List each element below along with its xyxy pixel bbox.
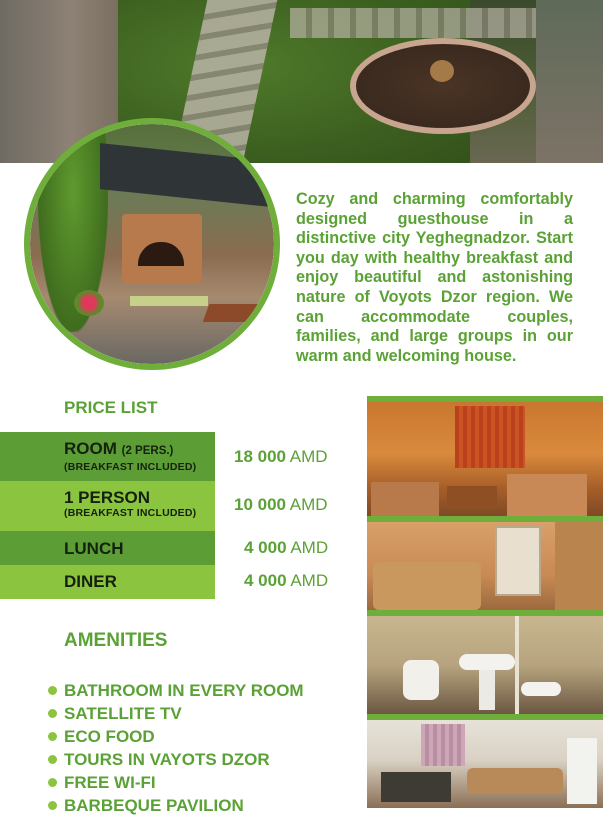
bullet-icon [48, 755, 57, 764]
bedroom-photo [367, 402, 603, 516]
sink [459, 654, 515, 670]
currency: AMD [290, 571, 329, 590]
kitchen-table [381, 772, 451, 802]
item-name: 1 PERSON [64, 488, 150, 507]
price-lunch [244, 538, 328, 558]
bullet-icon [48, 686, 57, 695]
flower-bed [350, 38, 536, 134]
nightstand [447, 486, 497, 508]
price-1-person [234, 495, 328, 515]
bullet-icon [48, 801, 57, 810]
item-name: LUNCH [64, 539, 124, 558]
bed [373, 562, 481, 610]
item-name: DINER [64, 572, 117, 591]
window [421, 724, 465, 766]
amenity-item [48, 748, 304, 771]
pavilion-table [130, 296, 208, 306]
amenity-item [48, 679, 304, 702]
toilet [403, 660, 439, 700]
amenity-label: TOURS IN VAYOTS DZOR [64, 750, 270, 769]
amenity-label: ECO FOOD [64, 727, 155, 746]
sink-pedestal [479, 670, 495, 710]
amenity-item [48, 794, 304, 817]
intro-paragraph: Cozy and charming comfortably designed guesthouse in a distinctive city Yeghegnadzor. Start you day with healthy breakfast and enjoy beautiful and astonishing nature of Voyots Dzor region. We can accommodate couples, families, and large groups in our warm and welcoming house. [296, 190, 573, 365]
price-value: 4 000 [244, 571, 287, 590]
bed [371, 482, 439, 516]
price-row-lunch [0, 531, 215, 565]
currency: AMD [289, 447, 328, 466]
amenity-item [48, 725, 304, 748]
garden-edge [536, 0, 603, 163]
currency: AMD [290, 538, 329, 557]
kitchen-photo [367, 720, 603, 808]
price-list-title: PRICE LIST [64, 398, 158, 417]
door [495, 526, 541, 596]
amenity-item [48, 771, 304, 794]
item-subtitle: (BREAKFAST INCLUDED) [64, 461, 197, 473]
amenities-title: AMENITIES [64, 630, 168, 651]
item-name: ROOM [64, 439, 117, 458]
price-row-diner [0, 565, 215, 599]
red-flowers [74, 290, 104, 316]
item-subtitle: (BREAKFAST INCLUDED) [64, 507, 197, 519]
price-value: 10 000 [234, 495, 286, 514]
photo-split [515, 616, 519, 714]
price-room [234, 447, 328, 467]
amenity-label: BARBEQUE PAVILION [64, 796, 244, 815]
sink [521, 682, 561, 696]
amenities-list [48, 679, 304, 817]
price-value: 4 000 [244, 538, 287, 557]
fridge [567, 738, 597, 804]
currency: AMD [289, 495, 328, 514]
amenity-item [48, 702, 304, 725]
room-photos [367, 396, 603, 808]
sofa [467, 768, 563, 794]
item-note: (2 PERS.) [121, 445, 174, 457]
pavilion-bench [203, 304, 268, 322]
pavilion-photo [24, 118, 280, 370]
amenity-label: BATHROOM IN EVERY ROOM [64, 681, 304, 700]
amenity-label: SATELLITE TV [64, 704, 182, 723]
bathroom-photo [367, 616, 603, 714]
clay-pot [430, 60, 454, 82]
amenity-label: FREE WI-FI [64, 773, 156, 792]
bullet-icon [48, 778, 57, 787]
room-wall [555, 522, 603, 610]
curtain [455, 406, 525, 468]
price-row-1-person [0, 481, 215, 531]
price-row-room [0, 432, 215, 481]
bullet-icon [48, 709, 57, 718]
price-diner [244, 571, 328, 591]
bullet-icon [48, 732, 57, 741]
bed [507, 474, 587, 516]
price-value: 18 000 [234, 447, 286, 466]
room-photo [367, 522, 603, 610]
